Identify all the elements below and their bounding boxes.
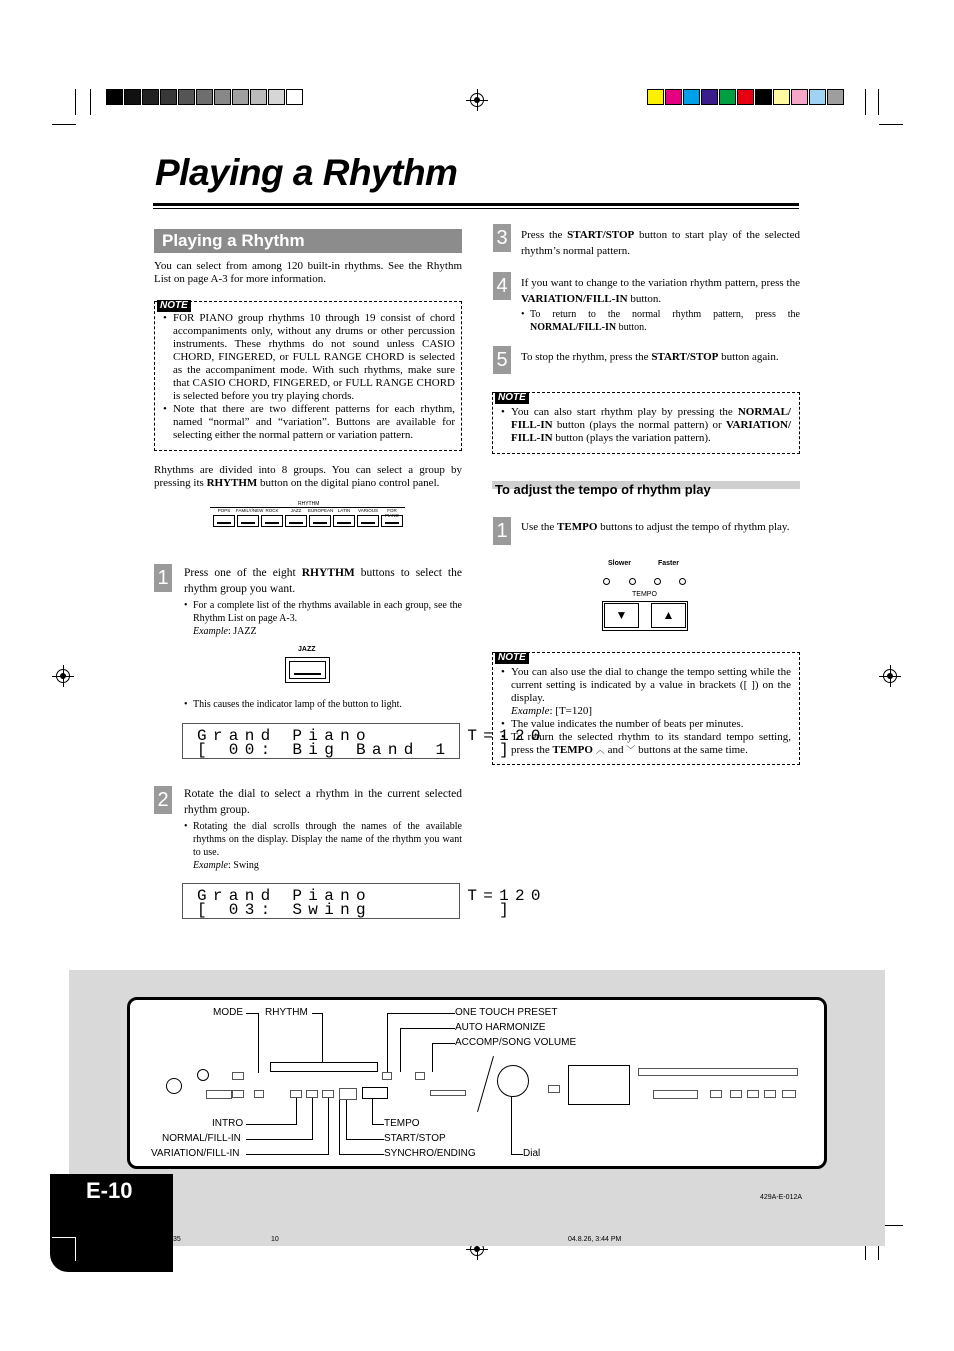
rhythm-group-button[interactable] (213, 515, 235, 527)
color-swatch (719, 89, 736, 105)
intro-paragraph: You can select from among 120 built-in rhythms. See the Rhythm List on page A-3 for more information. (154, 260, 462, 285)
step-number: 5 (493, 346, 511, 374)
color-swatch (809, 89, 826, 105)
color-swatch (737, 89, 754, 105)
color-swatch (268, 89, 285, 105)
tempo-diagram (600, 558, 690, 632)
step-text: Press the START/STOP button to start play of the selected rhythm’s normal pattern. (521, 229, 800, 257)
note-label: NOTE (157, 300, 191, 312)
rhythm-group-label: JAZZ (290, 508, 302, 513)
main-volume-knob-illustration (166, 1078, 182, 1094)
step-bullet: • To return to the normal rhythm pattern, press the NORMAL/FILL-IN button. (521, 309, 800, 333)
rhythm-group-label: LATIN (337, 508, 351, 513)
tempo-label: TEMPO (384, 1118, 420, 1129)
step-bullet: • This causes the indicator lamp of the button to light. (184, 699, 402, 710)
lcd-line: Grand Piano T=120 (197, 887, 547, 905)
color-swatch (755, 89, 772, 105)
rhythm-group-button[interactable] (237, 515, 259, 527)
rhythm-group-button[interactable] (285, 515, 307, 527)
rhythm-group-label: VARIOUS (358, 508, 378, 513)
tone-buttons-illustration (638, 1068, 798, 1076)
section-heading: Playing a Rhythm (154, 229, 462, 253)
display-illustration (568, 1065, 630, 1105)
rhythm-label: RHYTHM (265, 1007, 308, 1018)
step-text: To stop the rhythm, press the START/STOP button again. (521, 351, 779, 363)
crop-mark (879, 124, 903, 125)
note-item: • The value indicates the number of beats per minutes. (495, 718, 791, 731)
one-touch-preset-label: ONE TOUCH PRESET (455, 1007, 558, 1018)
note-item: • Note that there are two different patterns for each rhythm, named “normal” and “variation”. Buttons are available for selecting either the normal pattern or variation pattern. (157, 403, 455, 442)
footer-right: 04.8.26, 3:44 PM (568, 1236, 622, 1243)
lcd-display (182, 723, 547, 759)
rhythm-group-button[interactable] (333, 515, 355, 527)
tempo-lamp (654, 578, 661, 585)
rhythm-panel-illustration (210, 500, 405, 530)
step-bullet: • For a complete list of the rhythms available in each group, see the Rhythm List on page A-3. Example: JAZZ (184, 600, 462, 637)
color-swatch (773, 89, 790, 105)
variation-fill-in-label: VARIATION/FILL-IN (151, 1148, 240, 1159)
tempo-lamp (629, 578, 636, 585)
registration-mark (56, 669, 70, 683)
note-box (492, 392, 800, 454)
chevron-down-icon: ﹀ (626, 746, 639, 756)
color-swatch (196, 89, 213, 105)
color-swatch (214, 89, 231, 105)
color-swatch (232, 89, 249, 105)
color-swatch (106, 89, 123, 105)
color-swatch (683, 89, 700, 105)
rhythm-group-button[interactable] (381, 515, 403, 527)
rhythm-group-label: EUROPEAN (308, 508, 334, 513)
rhythm-buttons-illustration (270, 1062, 378, 1072)
lcd-line: Grand Piano T=120 (197, 727, 547, 745)
dial-label: Dial (523, 1148, 541, 1159)
tempo-label: TEMPO (632, 591, 657, 598)
note-box (154, 301, 462, 451)
tempo-down-button[interactable]: ▼ (604, 603, 639, 628)
note-item: • To return the selected rhythm to its standard tempo setting, press the TEMPO ︿ and ﹀ buttons at the same time. (495, 731, 791, 758)
rhythm-group-button[interactable] (309, 515, 331, 527)
rhythm-group-button[interactable] (261, 515, 283, 527)
color-swatch (124, 89, 141, 105)
normal-fill-in-label: NORMAL/FILL-IN (162, 1133, 241, 1144)
groups-paragraph: Rhythms are divided into 8 groups. You can select a group by pressing its RHYTHM button on the digital piano control panel. (154, 464, 462, 489)
color-swatch (142, 89, 159, 105)
accomp-song-volume-label: ACCOMP/SONG VOLUME (455, 1037, 577, 1048)
synchro-ending-label: SYNCHRO/ENDING (384, 1148, 476, 1159)
chevron-up-icon: ︿ (592, 746, 608, 756)
lcd-display (182, 883, 547, 919)
page-number: E-10 (86, 1178, 133, 1203)
title-rule (153, 208, 799, 209)
intro-label: INTRO (212, 1118, 244, 1129)
registration-mark (470, 93, 484, 107)
note-item: • FOR PIANO group rhythms 10 through 19 consist of chord accompaniments only, without any drums or other percussion instruments. These rhythms do not sound unless CASIO CHORD, FINGERED, or FULL RANGE CHORD is selected as the accompaniment mode. With such rhythms, make sure that CASIO CHORD, FINGERED, or FULL RANGE CHORD is selected before you try playing chords. (157, 312, 455, 403)
lcd-line: [ 03: Swing ] (197, 901, 516, 919)
crop-mark (90, 89, 91, 115)
color-swatch (665, 89, 682, 105)
color-swatch (791, 89, 808, 105)
document-code: 429A-E-012A (760, 1194, 803, 1201)
rhythm-group-button[interactable] (357, 515, 379, 527)
note-item: • You can also start rhythm play by pressing the NORMAL/ FILL-IN button (plays the normal pattern) or VARIATION/ FILL-IN button (plays the variation pattern). (495, 406, 791, 445)
auto-harmonize-label: AUTO HARMONIZE (455, 1022, 546, 1033)
step-bullet: • Rotating the dial scrolls through the names of the available rhythms on the display. Display the name of the rhythm you want to use. Example: Swing (184, 821, 462, 871)
tempo-lamp (603, 578, 610, 585)
slower-label: Slower (608, 560, 631, 567)
registration-mark (883, 669, 897, 683)
crop-mark (878, 89, 879, 115)
footer-middle: 10 (271, 1236, 279, 1243)
color-swatch (250, 89, 267, 105)
color-swatch (827, 89, 844, 105)
step-number: 1 (154, 564, 172, 592)
subheading: To adjust the tempo of rhythm play (495, 482, 711, 497)
jazz-button-illustration[interactable] (285, 657, 330, 683)
color-swatch (701, 89, 718, 105)
jazz-button-label: JAZZ (298, 646, 316, 653)
rhythm-group-label: POPS (217, 508, 231, 513)
color-swatch (160, 89, 177, 105)
note-box (492, 652, 800, 765)
start-stop-label: START/STOP (384, 1133, 446, 1144)
tempo-up-button[interactable]: ▲ (651, 603, 686, 628)
page-title: Playing a Rhythm (155, 152, 458, 193)
crop-mark (865, 89, 866, 115)
step-text: Use the TEMPO buttons to adjust the tempo of rhythm play. (521, 521, 790, 533)
dial-illustration (497, 1065, 529, 1097)
note-label: NOTE (495, 652, 529, 664)
note-item: • You can also use the dial to change the tempo setting while the current setting is indicated by a value in brackets ([ ]) on the display. Example: [T=120] (495, 666, 791, 718)
note-label: NOTE (495, 392, 529, 404)
step-number: 1 (493, 517, 511, 545)
tempo-lamp (679, 578, 686, 585)
color-swatch (178, 89, 195, 105)
color-swatch (647, 89, 664, 105)
step-text: Press one of the eight RHYTHM buttons to select the rhythm group you want. (184, 567, 462, 595)
faster-label: Faster (658, 560, 680, 567)
volume-knob-illustration (197, 1069, 209, 1081)
mode-label: MODE (213, 1007, 243, 1018)
step-text: Rotate the dial to select a rhythm in the current selected rhythm group. (184, 788, 462, 816)
step-number: 2 (154, 786, 172, 814)
crop-mark (75, 89, 76, 115)
footer-left: 35 (173, 1236, 181, 1243)
crop-mark (52, 124, 76, 125)
rhythm-group-label: FOR PIANO (384, 508, 399, 518)
step-number: 3 (493, 224, 511, 252)
step-text: If you want to change to the variation rhythm pattern, press the VARIATION/FILL-IN button. (521, 277, 800, 305)
title-rule (153, 203, 799, 206)
rhythm-group-label: ROCK (265, 508, 279, 513)
lcd-line: [ 00: Big Band 1 ] (197, 741, 516, 759)
rhythm-panel-header: RHYTHM (298, 501, 320, 507)
color-swatch (286, 89, 303, 105)
step-number: 4 (493, 272, 511, 300)
tempo-buttons-illustration (362, 1087, 388, 1099)
rhythm-group-label: FAMILY/NEW (236, 508, 264, 513)
